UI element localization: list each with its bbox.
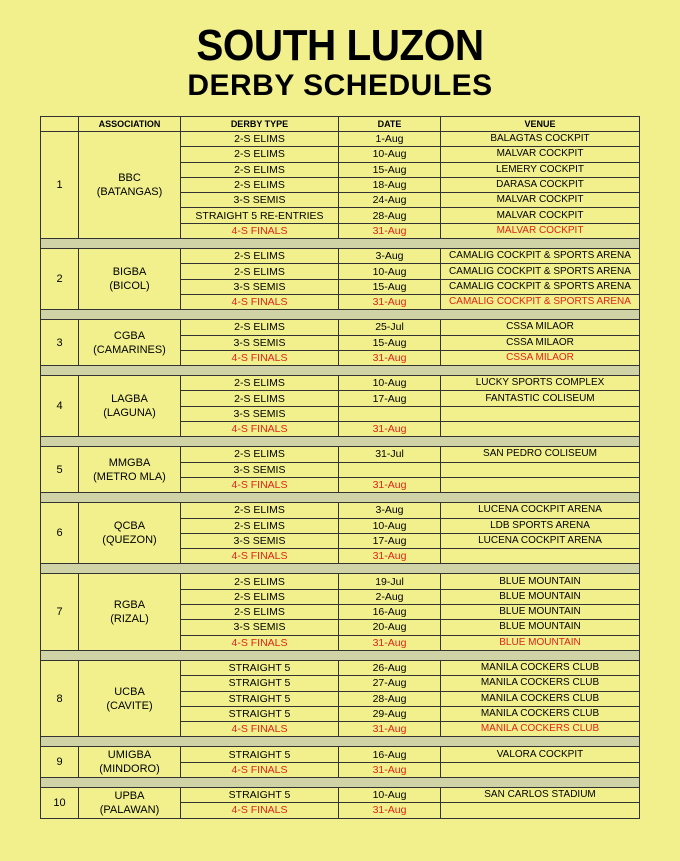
venue-cell: BLUE MOUNTAIN (441, 620, 640, 635)
table-row (41, 132, 640, 147)
date-cell (339, 406, 441, 421)
group-number: 2 (41, 249, 79, 310)
date-cell: 10-Aug (339, 264, 441, 279)
derby-type-cell: 3-S SEMIS (181, 335, 339, 350)
table-row (41, 747, 640, 762)
date-cell: 24-Aug (339, 193, 441, 208)
separator-cell (41, 737, 640, 747)
group-separator (41, 564, 640, 574)
association-region: (PALAWAN) (99, 803, 160, 816)
derby-type-cell: 2-S ELIMS (181, 605, 339, 620)
derby-type-cell: 2-S ELIMS (181, 132, 339, 147)
derby-type-cell: 3-S SEMIS (181, 620, 339, 635)
venue-cell: MALVAR COCKPIT (441, 193, 640, 208)
venue-cell: MALVAR COCKPIT (441, 208, 640, 223)
header-association: ASSOCIATION (79, 117, 181, 132)
derby-type-cell: 2-S ELIMS (181, 447, 339, 462)
derby-type-cell: STRAIGHT 5 (181, 660, 339, 675)
date-cell: 10-Aug (339, 376, 441, 391)
date-cell: 28-Aug (339, 208, 441, 223)
derby-type-cell: 2-S ELIMS (181, 147, 339, 162)
group-separator (41, 650, 640, 660)
derby-type-cell: STRAIGHT 5 RE-ENTRIES (181, 208, 339, 223)
group-number: 9 (41, 747, 79, 778)
venue-cell: LEMERY COCKPIT (441, 162, 640, 177)
derby-type-cell: 4-S FINALS (181, 294, 339, 309)
date-cell: 15-Aug (339, 162, 441, 177)
date-cell: 10-Aug (339, 518, 441, 533)
venue-cell: BLUE MOUNTAIN (441, 589, 640, 604)
derby-type-cell: 4-S FINALS (181, 477, 339, 492)
derby-type-cell: STRAIGHT 5 (181, 787, 339, 802)
venue-cell (441, 803, 640, 818)
venue-cell: MANILA COCKERS CLUB (441, 676, 640, 691)
derby-type-cell: 4-S FINALS (181, 350, 339, 365)
date-cell: 10-Aug (339, 147, 441, 162)
derby-type-cell: 4-S FINALS (181, 803, 339, 818)
date-cell: 31-Aug (339, 803, 441, 818)
derby-type-cell: STRAIGHT 5 (181, 706, 339, 721)
derby-type-cell: 2-S ELIMS (181, 589, 339, 604)
table-row (41, 503, 640, 518)
venue-cell: FANTASTIC COLISEUM (441, 391, 640, 406)
venue-cell: LUCENA COCKPIT ARENA (441, 533, 640, 548)
group-number: 10 (41, 787, 79, 818)
table-row (41, 447, 640, 462)
derby-type-cell: 3-S SEMIS (181, 279, 339, 294)
date-cell: 16-Aug (339, 747, 441, 762)
group-separator (41, 437, 640, 447)
table-row (41, 376, 640, 391)
association-region: (CAVITE) (106, 699, 153, 712)
separator-cell (41, 366, 640, 376)
venue-cell: MANILA COCKERS CLUB (441, 691, 640, 706)
derby-type-cell: 2-S ELIMS (181, 376, 339, 391)
venue-cell: CAMALIG COCKPIT & SPORTS ARENA (441, 249, 640, 264)
header-venue: VENUE (441, 117, 640, 132)
derby-type-cell: STRAIGHT 5 (181, 691, 339, 706)
association-region: (BICOL) (109, 280, 150, 293)
venue-cell (441, 422, 640, 437)
date-cell: 16-Aug (339, 605, 441, 620)
venue-cell: CSSA MILAOR (441, 320, 640, 335)
date-cell: 31-Aug (339, 422, 441, 437)
group-number: 1 (41, 132, 79, 239)
association-name: CGBA (113, 329, 146, 342)
venue-cell: LUCKY SPORTS COMPLEX (441, 376, 640, 391)
date-cell: 25-Jul (339, 320, 441, 335)
page-title: SOUTH LUZON (196, 21, 484, 70)
group-separator (41, 493, 640, 503)
association-cell (79, 320, 181, 366)
derby-type-cell: STRAIGHT 5 (181, 676, 339, 691)
separator-cell (41, 650, 640, 660)
association-cell (79, 132, 181, 239)
association-cell (79, 503, 181, 564)
derby-type-cell: 2-S ELIMS (181, 574, 339, 589)
association-cell (79, 787, 181, 818)
table-row (41, 787, 640, 802)
venue-cell: SAN PEDRO COLISEUM (441, 447, 640, 462)
derby-type-cell: 2-S ELIMS (181, 177, 339, 192)
venue-cell: CSSA MILAOR (441, 335, 640, 350)
venue-cell: MANILA COCKERS CLUB (441, 660, 640, 675)
derby-type-cell: 4-S FINALS (181, 549, 339, 564)
date-cell: 20-Aug (339, 620, 441, 635)
date-cell: 31-Aug (339, 477, 441, 492)
venue-cell: BLUE MOUNTAIN (441, 574, 640, 589)
date-cell: 17-Aug (339, 533, 441, 548)
date-cell: 3-Aug (339, 249, 441, 264)
date-cell: 2-Aug (339, 589, 441, 604)
table-row (41, 660, 640, 675)
derby-type-cell: STRAIGHT 5 (181, 747, 339, 762)
derby-type-cell: 2-S ELIMS (181, 162, 339, 177)
derby-type-cell: 2-S ELIMS (181, 391, 339, 406)
association-name: BBC (118, 172, 141, 185)
group-number: 7 (41, 574, 79, 650)
association-cell (79, 660, 181, 736)
venue-cell: MANILA COCKERS CLUB (441, 706, 640, 721)
group-number: 5 (41, 447, 79, 493)
venue-cell: BALAGTAS COCKPIT (441, 132, 640, 147)
association-region: (BATANGAS) (96, 186, 163, 199)
association-cell (79, 376, 181, 437)
venue-cell (441, 549, 640, 564)
group-separator (41, 366, 640, 376)
schedule-table (40, 116, 640, 819)
derby-type-cell: 2-S ELIMS (181, 503, 339, 518)
association-name: BIGBA (112, 266, 147, 279)
derby-type-cell: 3-S SEMIS (181, 533, 339, 548)
venue-cell (441, 462, 640, 477)
derby-type-cell: 2-S ELIMS (181, 264, 339, 279)
derby-type-cell: 4-S FINALS (181, 722, 339, 737)
table-row (41, 320, 640, 335)
venue-cell: CAMALIG COCKPIT & SPORTS ARENA (441, 294, 640, 309)
date-cell: 17-Aug (339, 391, 441, 406)
date-cell: 3-Aug (339, 503, 441, 518)
venue-cell: BLUE MOUNTAIN (441, 605, 640, 620)
table-row (41, 249, 640, 264)
date-cell: 10-Aug (339, 787, 441, 802)
date-cell: 19-Jul (339, 574, 441, 589)
date-cell: 1-Aug (339, 132, 441, 147)
venue-cell: SAN CARLOS STADIUM (441, 787, 640, 802)
venue-cell: LUCENA COCKPIT ARENA (441, 503, 640, 518)
venue-cell: MALVAR COCKPIT (441, 223, 640, 238)
derby-type-cell: 3-S SEMIS (181, 462, 339, 477)
schedule-body (41, 132, 640, 819)
group-separator (41, 310, 640, 320)
group-number: 3 (41, 320, 79, 366)
association-name: QCBA (113, 520, 146, 533)
separator-cell (41, 437, 640, 447)
association-name: UMIGBA (107, 749, 152, 762)
group-separator (41, 239, 640, 249)
association-region: (QUEZON) (102, 534, 157, 547)
group-number: 6 (41, 503, 79, 564)
date-cell (339, 462, 441, 477)
derby-type-cell: 4-S FINALS (181, 635, 339, 650)
association-region: (MINDORO) (99, 763, 160, 776)
date-cell: 26-Aug (339, 660, 441, 675)
date-cell: 27-Aug (339, 676, 441, 691)
venue-cell (441, 762, 640, 777)
date-cell: 31-Aug (339, 635, 441, 650)
venue-cell: VALORA COCKPIT (441, 747, 640, 762)
association-name: LAGBA (111, 393, 148, 406)
venue-cell: BLUE MOUNTAIN (441, 635, 640, 650)
derby-type-cell: 3-S SEMIS (181, 193, 339, 208)
date-cell: 15-Aug (339, 335, 441, 350)
table-row (41, 574, 640, 589)
venue-cell (441, 406, 640, 421)
date-cell: 18-Aug (339, 177, 441, 192)
association-cell (79, 249, 181, 310)
date-cell: 31-Aug (339, 294, 441, 309)
derby-type-cell: 4-S FINALS (181, 422, 339, 437)
association-cell (79, 747, 181, 778)
header-number (41, 117, 79, 132)
group-separator (41, 737, 640, 747)
group-number: 4 (41, 376, 79, 437)
derby-type-cell: 3-S SEMIS (181, 406, 339, 421)
date-cell: 31-Aug (339, 549, 441, 564)
date-cell: 31-Aug (339, 350, 441, 365)
association-name: UPBA (114, 789, 145, 802)
table-header-row (41, 117, 640, 132)
venue-cell: CAMALIG COCKPIT & SPORTS ARENA (441, 279, 640, 294)
association-name: MMGBA (108, 456, 151, 469)
derby-type-cell: 2-S ELIMS (181, 518, 339, 533)
association-region: (RIZAL) (110, 613, 149, 626)
date-cell: 31-Jul (339, 447, 441, 462)
separator-cell (41, 777, 640, 787)
association-name: UCBA (114, 685, 145, 698)
venue-cell: CAMALIG COCKPIT & SPORTS ARENA (441, 264, 640, 279)
venue-cell: DARASA COCKPIT (441, 177, 640, 192)
date-cell: 31-Aug (339, 223, 441, 238)
page-subtitle: DERBY SCHEDULES (187, 69, 493, 102)
date-cell: 28-Aug (339, 691, 441, 706)
venue-cell: MALVAR COCKPIT (441, 147, 640, 162)
association-name: RGBA (113, 599, 146, 612)
derby-type-cell: 4-S FINALS (181, 762, 339, 777)
date-cell: 31-Aug (339, 722, 441, 737)
association-region: (CAMARINES) (93, 343, 166, 356)
separator-cell (41, 564, 640, 574)
group-separator (41, 777, 640, 787)
association-region: (METRO MLA) (93, 470, 166, 483)
association-cell (79, 447, 181, 493)
group-number: 8 (41, 660, 79, 736)
association-cell (79, 574, 181, 650)
header-date: DATE (339, 117, 441, 132)
separator-cell (41, 239, 640, 249)
derby-type-cell: 2-S ELIMS (181, 320, 339, 335)
association-region: (LAGUNA) (103, 407, 156, 420)
venue-cell: MANILA COCKERS CLUB (441, 722, 640, 737)
date-cell: 29-Aug (339, 706, 441, 721)
venue-cell (441, 477, 640, 492)
derby-type-cell: 4-S FINALS (181, 223, 339, 238)
header-derby-type: DERBY TYPE (181, 117, 339, 132)
date-cell: 31-Aug (339, 762, 441, 777)
venue-cell: LDB SPORTS ARENA (441, 518, 640, 533)
date-cell: 15-Aug (339, 279, 441, 294)
separator-cell (41, 310, 640, 320)
separator-cell (41, 493, 640, 503)
derby-type-cell: 2-S ELIMS (181, 249, 339, 264)
venue-cell: CSSA MILAOR (441, 350, 640, 365)
